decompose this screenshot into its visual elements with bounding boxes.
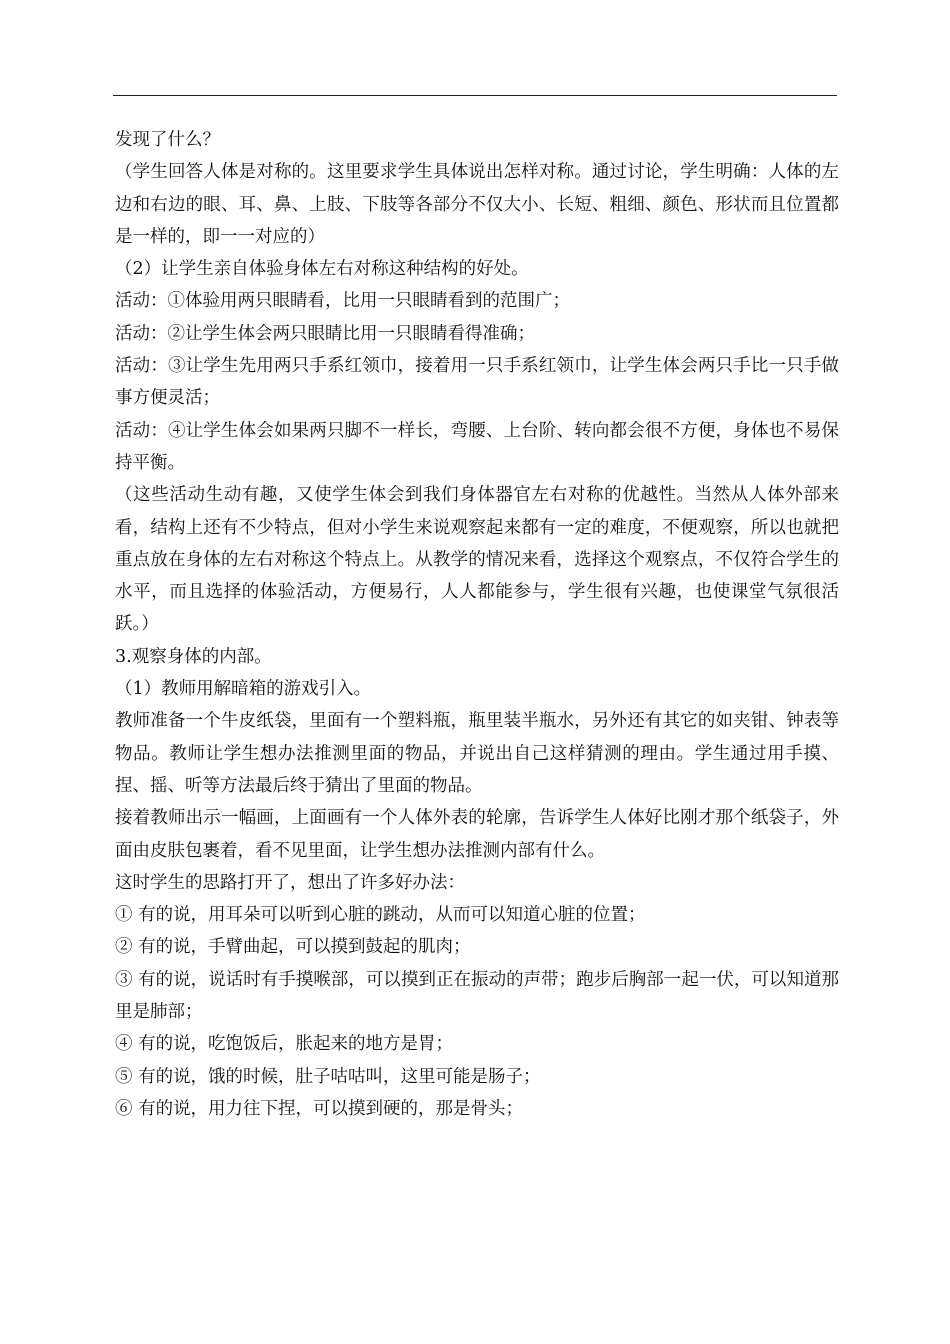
section-heading: 3.观察身体的内部。 [115,646,272,667]
paragraph: （2）让学生亲自体验身体左右对称这种结构的好处。 [115,259,529,280]
paragraph: 活动：②让学生体会两只眼睛比用一只眼睛看得准确； [115,323,535,344]
paragraph: 活动：③让学生先用两只手系红领巾，接着用一只手系红领巾，让学生体会两只手比一只手做事方便灵活； [115,356,839,409]
paragraph: （这些活动生动有趣，又使学生体会到我们身体器官左右对称的优越性。当然从人体外部来看，结构上还有不少特点，但对小学生来说观察起来都有一定的难度，不便观察，所以也就把重点放在身体的左右对称这个特点上。从教学的情况来看，选择这个观察点，不仅符合学生的水平，而且选择的体验活动，方便易行，人人都能参与，学生很有兴趣，也使课堂气氛很活跃。） [115,485,839,635]
paragraph: 活动：④让学生体会如果两只脚不一样长，弯腰、上台阶、转向都会很不方便，身体也不易保持平衡。 [115,420,839,473]
list-item: ① 有的说，用耳朵可以听到心脏的跳动，从而可以知道心脏的位置； [115,905,646,926]
list-item: ③ 有的说，说话时有手摸喉部，可以摸到正在振动的声带；跑步后胸部一起一伏，可以知道那里是肺部； [115,969,839,1023]
paragraph: 这时学生的思路打开了，想出了许多好办法： [115,872,465,893]
list-item: ⑥ 有的说，用力往下捏，可以摸到硬的，那是骨头； [115,1098,524,1119]
list-item: ④ 有的说，吃饱饭后，胀起来的地方是胃； [115,1034,454,1055]
paragraph: （学生回答人体是对称的。这里要求学生具体说出怎样对称。通过讨论，学生明确：人体的左边和右边的眼、耳、鼻、上肢、下肢等各部分不仅大小、长短、粗细、颜色、形状而且位置都是一样的，即一一对应的） [115,162,839,247]
paragraph: 发现了什么？ [115,130,220,150]
paragraph: 接着教师出示一幅画，上面画有一个人体外表的轮廓，告诉学生人体好比刚才那个纸袋子，外面由皮肤包裹着，看不见里面，让学生想办法推测内部有什么。 [115,808,839,861]
list-item: ② 有的说，手臂曲起，可以摸到鼓起的肌肉； [115,937,471,958]
paragraph: 教师准备一个牛皮纸袋，里面有一个塑料瓶，瓶里装半瓶水，另外还有其它的如夹钳、钟表等物品。教师让学生想办法推测里面的物品，并说出自己这样猜测的理由。学生通过用手摸、捏、摇、听等方法最后终于猜出了里面的物品。 [115,711,839,796]
header-rule [113,95,837,96]
document-body [115,124,839,1125]
paragraph: 活动：①体验用两只眼睛看，比用一只眼睛看到的范围广； [115,291,570,312]
paragraph: （1）教师用解暗箱的游戏引入。 [115,679,372,700]
list-item: ⑤ 有的说，饿的时候，肚子咕咕叫，这里可能是肠子； [115,1066,541,1087]
